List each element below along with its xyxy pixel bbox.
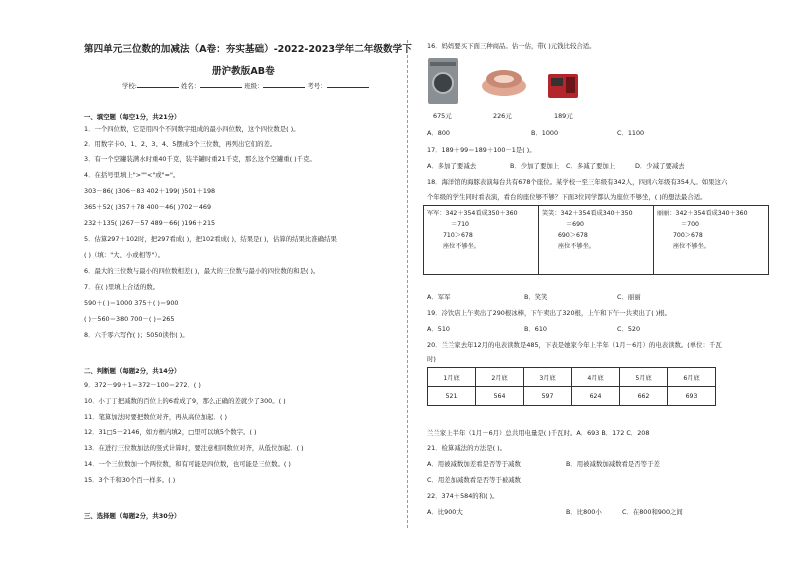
cell-conclusion: 座位不够坐。: [673, 243, 711, 250]
question-11: 11．笔算加法时要把数位对齐，再从高位加起．( ): [84, 413, 227, 421]
option-b[interactable]: B．笑笑: [524, 293, 548, 301]
question-10: 10．小丁丁把减数的百位上的6看成了9，那么正确的差就少了300。( ): [84, 397, 286, 405]
question-12: 12．31□5－2146，如方框内填2，□里可以填5个数字。( ): [84, 428, 257, 436]
question-22: 22．374＋584的和( )。: [427, 492, 499, 500]
name-label: 姓名：: [180, 82, 201, 90]
section-fill-blank: 一、填空题（每空1分，共21分）: [84, 113, 181, 121]
option-c[interactable]: C．520: [617, 325, 641, 333]
question-20: 20．兰兰家去年12月的电表读数是485，下表是她家今年上半年（1月－6月）的电表读数。(单位：千瓦: [427, 341, 722, 349]
cell-head: 笑笑：342＋354看成340＋350: [542, 210, 633, 217]
page-title: 第四单元三位数的加减法（A卷：夯实基础）-2022-2023学年二年级数学下: [84, 44, 412, 55]
question-4-row: 365＋52( )357＋78 400－46( )702－469: [84, 203, 212, 211]
month-header: 2月底: [476, 368, 524, 387]
electric-griddle-image: [482, 70, 526, 100]
question-5: 5．估算297＋102时，把297看成( )，把102看成( )，结果是( )，估算的结果比准确结果: [84, 235, 337, 243]
price-label: 675元: [433, 112, 452, 120]
option-a[interactable]: A．多加了要减去: [427, 162, 477, 170]
month-header: 3月底: [524, 368, 572, 387]
radio-image: [548, 74, 578, 98]
cell-result: ＝710: [451, 221, 469, 228]
month-header: 6月底: [668, 368, 716, 387]
question-7: 7．在( )里填上合适的数。: [84, 283, 159, 291]
reading-cell: 521: [428, 387, 476, 406]
question-13: 13．在进行三位数加法的竖式计算时，要注意相同数位对齐，从低位加起．( ): [84, 444, 304, 452]
meter-reading-table: [427, 367, 716, 406]
option-a[interactable]: A．军军: [427, 293, 451, 301]
section-true-false: 二、判断题（每题2分，共14分）: [84, 367, 181, 375]
option-c[interactable]: C．多减了要加上: [566, 162, 616, 170]
question-16: 16．妈妈要买下面三种商品。估一估，带( )元钱比较合适。: [427, 42, 596, 50]
question-4: 4．在括号里填上">""<"或"="。: [84, 171, 180, 179]
price-label: 189元: [554, 112, 573, 120]
option-a[interactable]: A．比900大: [427, 508, 463, 516]
question-20-ask: 兰兰家上半年（1月－6月）总共用电量是( )千瓦时。A．693 B．172 C．208: [427, 429, 650, 437]
option-a[interactable]: A．用被减数加差看是否等于减数: [427, 460, 521, 468]
cell-compare: 690＞678: [558, 232, 588, 239]
cell-result: ＝700: [681, 221, 699, 228]
question-3: 3．有一个空罐装满水时重40千克，装半罐时重21千克，那么这个空罐重( )千克。: [84, 155, 316, 163]
question-18-cont: 个年级的学生同时看表演，看台的座位够不够？下面3位同学都认为座位不够坐，( )的想法最合适。: [427, 193, 707, 201]
reading-cell: 662: [620, 387, 668, 406]
option-b[interactable]: B．少加了要加上: [510, 162, 560, 170]
student-cell: [539, 206, 654, 275]
cell-head: 丽丽：342＋354看成340＋360: [657, 210, 748, 217]
cell-head: 军军：342＋354看成350＋360: [427, 210, 518, 217]
estimation-table: [423, 205, 769, 275]
name-blank[interactable]: [200, 81, 242, 88]
reading-cell: 564: [476, 387, 524, 406]
reading-cell: 693: [668, 387, 716, 406]
cell-compare: 700＞678: [673, 232, 703, 239]
option-c[interactable]: C．在800和900之间: [622, 508, 683, 516]
cell-compare: 710＞678: [443, 232, 473, 239]
option-a[interactable]: A．510: [427, 325, 450, 333]
question-20-cont: 时): [427, 355, 436, 363]
question-4-row: 303－86( )306－83 402＋199( )501＋198: [84, 187, 216, 195]
question-2: 2．用数字卡0、1、2、3、4、5摆成3个三位数，再列出它们的差。: [84, 140, 277, 148]
month-header: 1月底: [428, 368, 476, 387]
school-label: 学校:: [122, 82, 137, 90]
section-multiple-choice: 三、选择题（每题2分，共30分）: [84, 512, 181, 520]
question-15: 15．3个千和30个百一样多。( ): [84, 476, 176, 484]
option-d[interactable]: D．少减了要减去: [635, 162, 685, 170]
option-b[interactable]: B．610: [524, 325, 547, 333]
question-6: 6．最大的三位数与最小的四位数相差( )，最大的三位数与最小的四位数的和是( )。: [84, 267, 320, 275]
question-4-row: 232＋135( )267－57 489－66( )196＋215: [84, 219, 216, 227]
option-c[interactable]: C．用差加减数看是否等于被减数: [427, 476, 521, 484]
question-8: 8．六千零六写作( )；5050读作( )。: [84, 331, 189, 339]
student-cell: [424, 206, 539, 275]
question-1: 1．一个四位数，它是用四个不同数字组成的最小四位数，这个四位数是( )。: [84, 125, 300, 133]
student-info: [122, 81, 369, 90]
question-7-row: 590＋( )＝1000 375＋( )＝900: [84, 299, 179, 307]
exam-no-label: 考号：: [307, 82, 327, 90]
class-label: 班级：: [244, 82, 264, 90]
option-b[interactable]: B．比800小: [566, 508, 602, 516]
question-21: 21．检算减法的方法是( )。: [427, 444, 507, 452]
question-18: 18．海洋馆的海豚表演每台共有678个座位。某学校一至三年级有342人，四到六年级有354人。如果这六: [427, 178, 728, 186]
cell-conclusion: 座位不够坐。: [558, 243, 596, 250]
school-blank[interactable]: [137, 81, 179, 88]
question-5-cont: ( )（填："大、小或相等"）。: [84, 251, 164, 259]
class-blank[interactable]: [263, 81, 305, 88]
page-title-line2: 册沪教版AB卷: [212, 66, 275, 77]
question-9: 9．372－99＋1＝372－100＝272．( ): [84, 381, 201, 389]
price-label: 226元: [493, 112, 512, 120]
reading-cell: 624: [572, 387, 620, 406]
option-b[interactable]: B．用被减数加减数看是否等于差: [566, 460, 660, 468]
student-cell: [654, 206, 769, 275]
cell-conclusion: 座位不够坐。: [443, 243, 481, 250]
question-14: 14．一个三位数加一个两位数，和有可能是四位数，也可能是三位数。( ): [84, 460, 291, 468]
option-c[interactable]: C．1100: [617, 129, 645, 137]
cell-result: ＝690: [566, 221, 584, 228]
reading-cell: 597: [524, 387, 572, 406]
month-header: 5月底: [620, 368, 668, 387]
column-divider: [407, 40, 408, 528]
question-7-row: ( )－560＝380 700－( )＝265: [84, 315, 175, 323]
option-a[interactable]: A．800: [427, 129, 450, 137]
option-b[interactable]: B．1000: [531, 129, 559, 137]
question-17: 17．189＋99＝189＋100－1是( )。: [427, 146, 536, 154]
option-c[interactable]: C．丽丽: [617, 293, 641, 301]
washing-machine-image: [428, 58, 458, 104]
exam-no-blank[interactable]: [327, 81, 369, 88]
question-19: 19．冷饮店上午卖出了290根冰棒，下午卖出了320根，上午和下午一共卖出了( )根。: [427, 309, 672, 317]
month-header: 4月底: [572, 368, 620, 387]
